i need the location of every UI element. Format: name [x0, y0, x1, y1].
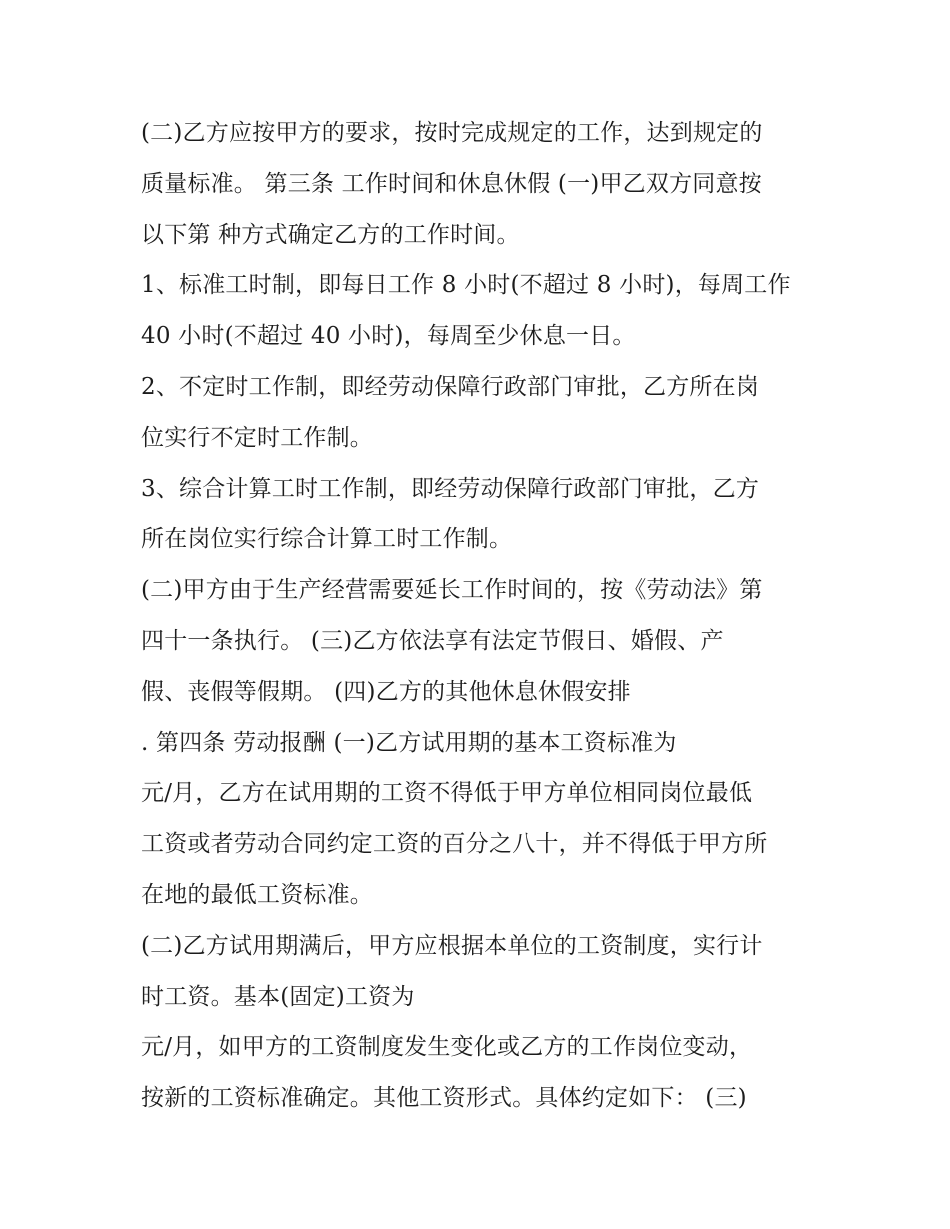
text-line: 假、丧假等假期。 (四)乙方的其他休息休假安排: [141, 678, 631, 705]
text-line: 时工资。基本(固定)工资为: [141, 983, 415, 1010]
text-line: 位实行不定时工作制。: [141, 424, 373, 451]
text-line: . 第四条 劳动报酬 (一)乙方试用期的基本工资标准为: [141, 729, 677, 756]
text-line: (二)甲方由于生产经营需要延长工作时间的，按《劳动法》第: [141, 577, 763, 604]
text-line: 在地的最低工资标准。: [141, 881, 373, 908]
text-line: 元/月，如甲方的工资制度发生变化或乙方的工作岗位变动，: [141, 1034, 753, 1061]
text-line: 40 小时(不超过 40 小时)，每周至少休息一日。: [141, 323, 636, 350]
text-line: 所在岗位实行综合计算工时工作制。: [141, 526, 513, 553]
text-line: 以下第 种方式确定乙方的工作时间。: [141, 221, 520, 248]
text-line: 3、综合计算工时工作制，即经劳动保障行政部门审批，乙方: [141, 475, 760, 502]
text-line: (二)乙方试用期满后，甲方应根据本单位的工资制度，实行计: [141, 932, 763, 959]
text-line: 元/月，乙方在试用期的工资不得低于甲方单位相同岗位最低: [141, 780, 753, 807]
document-body: [141, 108, 831, 1124]
text-line: 四十一条执行。 (三)乙方依法享有法定节假日、婚假、产: [141, 627, 724, 654]
text-line: 质量标准。 第三条 工作时间和休息休假 (一)甲乙双方同意按: [141, 170, 762, 197]
text-line: 1、标准工时制，即每日工作 8 小时(不超过 8 小时)，每周工作: [141, 272, 791, 299]
text-line: (二)乙方应按甲方的要求，按时完成规定的工作，达到规定的: [141, 120, 763, 146]
text-line: 2、不定时工作制，即经劳动保障行政部门审批，乙方所在岗: [141, 373, 760, 400]
text-line: 工资或者劳动合同约定工资的百分之八十，并不得低于甲方所: [141, 831, 768, 858]
text-line: 按新的工资标准确定。其他工资形式。具体约定如下： (三): [141, 1085, 747, 1112]
